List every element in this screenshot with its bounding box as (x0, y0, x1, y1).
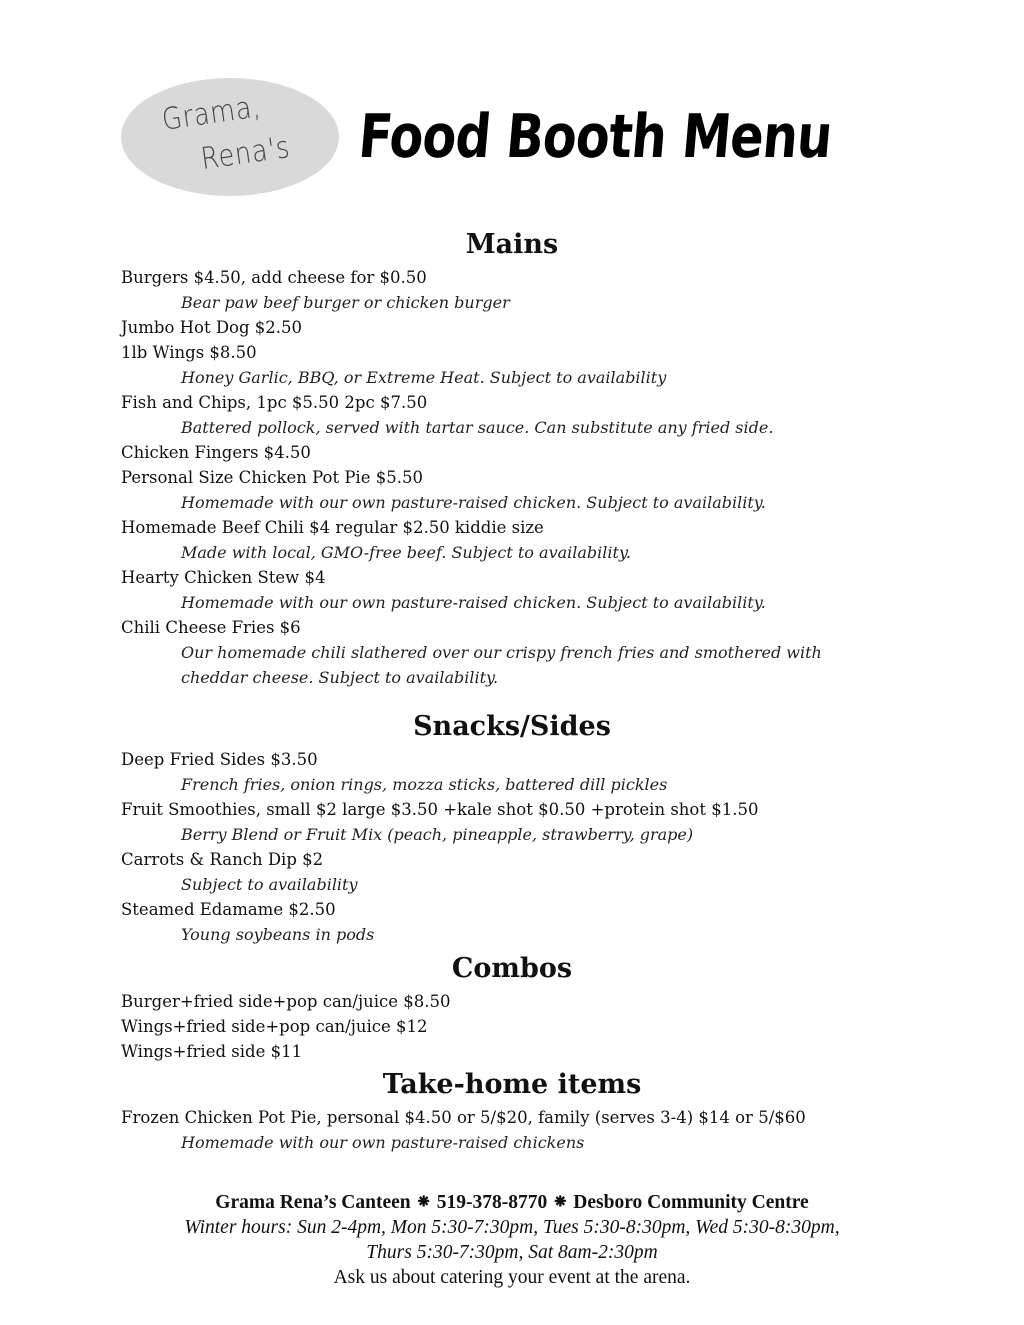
menu-item: Hearty Chicken Stew $4 (121, 568, 326, 587)
menu-item: Wings+fried side+pop can/juice $12 (121, 1017, 428, 1036)
grama-renas-logo (121, 78, 339, 196)
menu-item-description: Homemade with our own pasture-raised chicken. Subject to availability. (181, 593, 766, 612)
menu-item: Steamed Edamame $2.50 (121, 900, 336, 919)
section-heading: Mains (465, 229, 559, 260)
section-heading: Combos (451, 953, 573, 984)
menu-item-description: Homemade with our own pasture-raised chicken. Subject to availability. (181, 493, 766, 512)
menu-item: Personal Size Chicken Pot Pie $5.50 (121, 468, 423, 487)
menu-item: Frozen Chicken Pot Pie, personal $4.50 or 5/$20, family (serves 3-4) $14 or 5/$60 (121, 1108, 806, 1127)
menu-item: 1lb Wings $8.50 (121, 343, 257, 362)
section-mains (0, 225, 1024, 690)
logo-text-line1: Grama, (159, 89, 264, 138)
menu-item: Fruit Smoothies, small $2 large $3.50 +kale shot $0.50 +protein shot $1.50 (121, 800, 759, 819)
menu-item: Jumbo Hot Dog $2.50 (121, 318, 303, 337)
menu-item-description: Battered pollock, served with tartar sauce. Can substitute any fried side. (181, 418, 774, 437)
page-title: Food Booth Menu (355, 102, 835, 172)
menu-item: Chicken Fingers $4.50 (121, 443, 311, 462)
menu-item: Homemade Beef Chili $4 regular $2.50 kiddie size (121, 518, 544, 537)
footer-catering-note: Ask us about catering your event at the arena. (333, 1267, 691, 1288)
menu-item: Carrots & Ranch Dip $2 (121, 850, 324, 869)
menu-item: Chili Cheese Fries $6 (121, 618, 301, 637)
section-take-home-items (0, 1065, 1024, 1155)
footer (0, 1190, 1024, 1290)
menu-item: Fish and Chips, 1pc $5.50 2pc $7.50 (121, 393, 428, 412)
menu-item-description: Bear paw beef burger or chicken burger (181, 293, 510, 312)
menu-item-description: Berry Blend or Fruit Mix (peach, pineapple, strawberry, grape) (181, 825, 694, 844)
section-heading: Snacks/Sides (413, 711, 611, 742)
footer-hours-line2: Thurs 5:30-7:30pm, Sat 8am-2:30pm (366, 1242, 658, 1263)
menu-item: Deep Fried Sides $3.50 (121, 750, 318, 769)
menu-item-description: Honey Garlic, BBQ, or Extreme Heat. Subject to availability (181, 368, 667, 387)
section-snacks-sides (0, 707, 1024, 947)
menu-item-description: Subject to availability (181, 875, 358, 894)
menu-item: Burgers $4.50, add cheese for $0.50 (121, 268, 427, 287)
footer-contact: Grama Rena’s Canteen ⁕ 519-378-8770 ⁕ Desboro Community Centre (215, 1192, 809, 1213)
section-heading: Take-home items (382, 1069, 642, 1100)
menu-item: Wings+fried side $11 (121, 1042, 303, 1061)
menu-item-description: Our homemade chili slathered over our crispy french fries and smothered with cheddar cheese. Subject to availability. (181, 643, 822, 687)
footer-hours-line1: Winter hours: Sun 2-4pm, Mon 5:30-7:30pm, Tues 5:30-8:30pm, Wed 5:30-8:30pm, (184, 1217, 840, 1238)
menu-item-description: Young soybeans in pods (181, 925, 375, 944)
menu-item-description: Homemade with our own pasture-raised chickens (181, 1133, 585, 1152)
menu-item-description: French fries, onion rings, mozza sticks, battered dill pickles (181, 775, 668, 794)
menu-item-description: Made with local, GMO-free beef. Subject to availability. (181, 543, 631, 562)
logo-text-line2: Rena's (198, 129, 293, 178)
section-combos (0, 949, 1024, 1064)
menu-item: Burger+fried side+pop can/juice $8.50 (121, 992, 451, 1011)
